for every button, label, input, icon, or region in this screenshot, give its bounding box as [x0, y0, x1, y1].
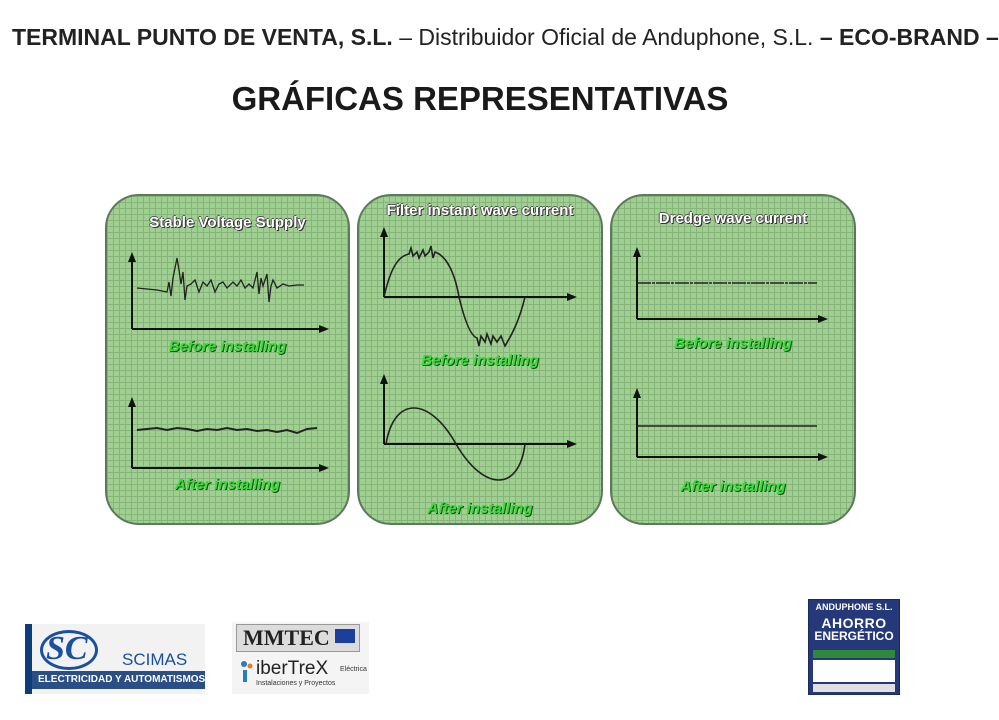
- product-line1: AHORRO: [821, 615, 887, 631]
- product-label: [813, 660, 895, 682]
- scimas-name: SCIMAS: [122, 650, 188, 669]
- panel-filter-wave: [357, 194, 603, 525]
- before-installing-label: Before installing: [168, 338, 287, 355]
- after-installing-label: After installing: [427, 500, 533, 517]
- ibertrex-sub: Instalaciones y Proyectos: [256, 680, 336, 687]
- after-installing-label: After installing: [174, 476, 280, 493]
- panel-dredge-wave: [610, 194, 856, 525]
- voltage-before-wave: [137, 258, 304, 302]
- product-brand: ANDUPHONE S.L.: [815, 602, 893, 612]
- mmtec-logo: MMTEC: [236, 624, 360, 652]
- header-company: TERMINAL PUNTO DE VENTA, S.L.: [12, 24, 393, 50]
- header-line: [12, 24, 999, 51]
- panel-title: Stable Voltage Supply: [149, 214, 306, 231]
- before-installing-label: Before installing: [674, 335, 792, 352]
- after-installing-label: After installing: [680, 478, 786, 495]
- ibertrex-mark-icon: [240, 660, 254, 682]
- panel-title: Filter instant wave current: [386, 202, 574, 219]
- scimas-logo: [25, 624, 205, 694]
- before-installing-label: Before installing: [421, 352, 539, 369]
- header-brand: – ECO-BRAND –: [819, 24, 999, 50]
- panel-title: Dredge wave current: [658, 210, 808, 227]
- header-distributor: – Distribuidor Oficial de Anduphone, S.L.: [392, 24, 820, 50]
- scimas-tagline: ELECTRICIDAD Y AUTOMATISMOS: [32, 671, 205, 689]
- product-strip: [813, 650, 895, 658]
- product-box-image: [808, 599, 900, 695]
- page-title: GRÁFICAS REPRESENTATIVAS: [231, 80, 729, 117]
- partners-logo: [232, 622, 369, 694]
- product-line2: ENERGÉTICO: [814, 629, 894, 643]
- product-foot: [813, 684, 895, 692]
- voltage-after-wave: [137, 428, 317, 433]
- ibertrex-name: iberTreX: [256, 658, 329, 679]
- panel-stable-voltage: [105, 194, 350, 525]
- ibertrex-tag: Eléctrica: [340, 666, 367, 673]
- eu-flag-icon: [335, 629, 355, 643]
- scimas-monogram: SC: [46, 630, 88, 667]
